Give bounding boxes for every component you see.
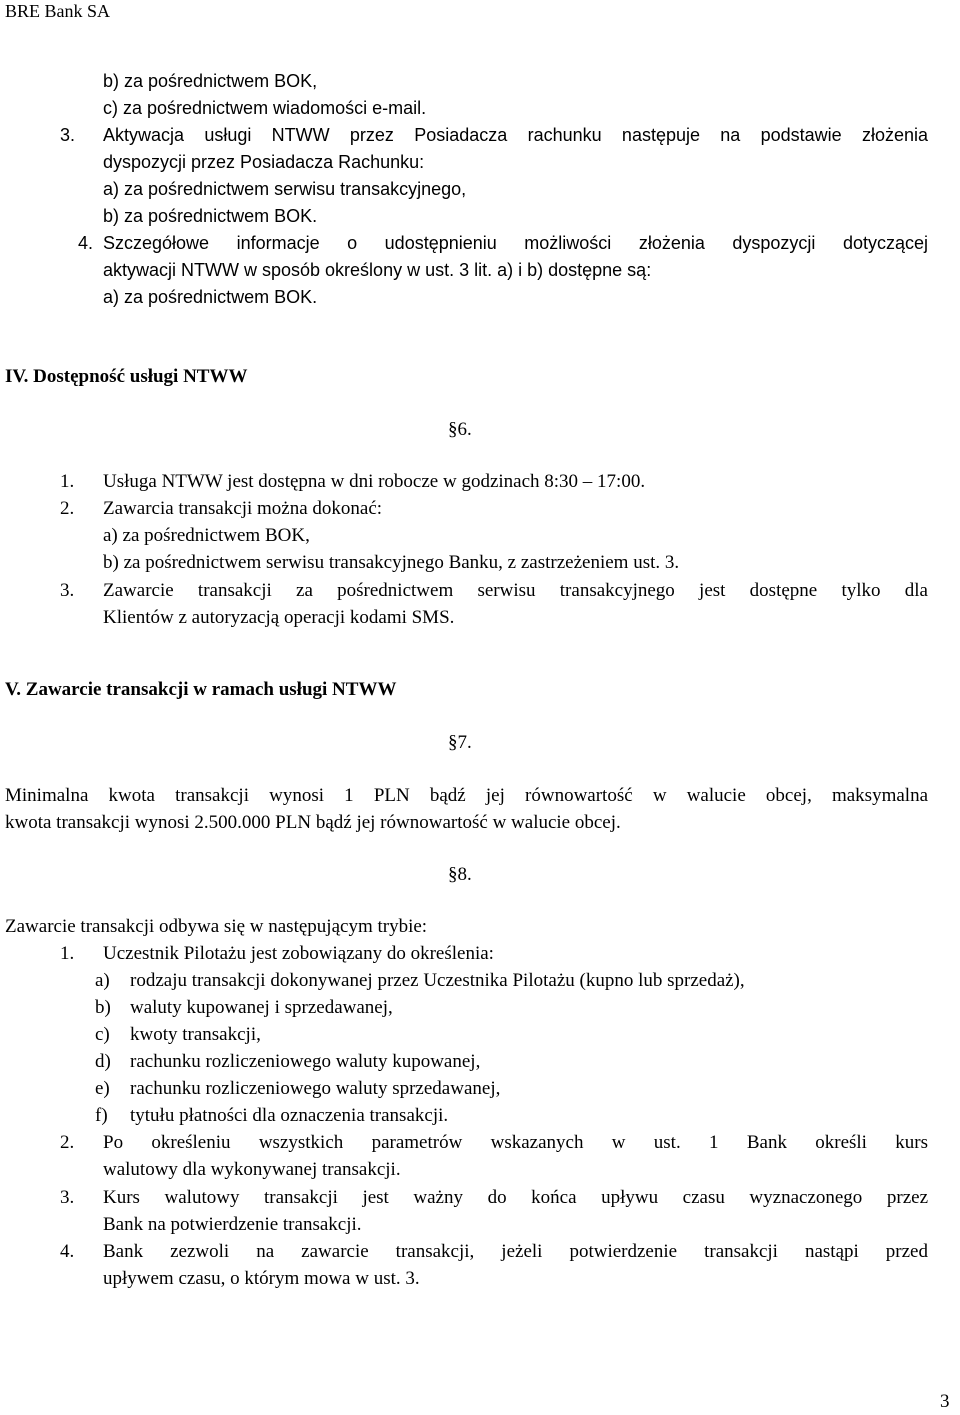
paragraph-line: Zawarcie transakcji odbywa się w następującym trybie:: [5, 916, 428, 937]
item-number: 2.: [60, 1132, 75, 1153]
list-item: b) za pośrednictwem BOK,: [103, 71, 318, 91]
section-heading: IV. Dostępność usługi NTWW: [5, 366, 248, 387]
sub-item-text: rachunku rozliczeniowego waluty kupowanej,: [130, 1051, 481, 1072]
item-number: 4.: [78, 233, 94, 253]
paragraph-line: Zawarcia transakcji można dokonać:: [103, 498, 383, 519]
paragraph-line: Klientów z autoryzacją operacji kodami SMS.: [103, 607, 455, 628]
sub-item-letter: f): [95, 1105, 108, 1126]
sub-item-letter: b): [95, 997, 111, 1018]
sub-item-letter: e): [95, 1078, 110, 1099]
paragraph-mark: §8.: [448, 864, 472, 885]
paragraph-line: dyspozycji przez Posiadacza Rachunku:: [103, 152, 425, 172]
paragraph-line: kwota transakcji wynosi 2.500.000 PLN bądź jej równowartość w walucie obcej.: [5, 812, 621, 833]
paragraph-line: Zawarcie transakcji za pośrednictwem serwisu transakcyjnego jest dostępne tylko dla: [103, 580, 928, 601]
paragraph-line: upływem czasu, o którym mowa w ust. 3.: [103, 1268, 420, 1289]
sub-item-letter: a): [95, 970, 110, 991]
paragraph-line: Kurs walutowy transakcji jest ważny do końca upływu czasu wyznaczonego przez: [103, 1187, 928, 1208]
list-item: c) za pośrednictwem wiadomości e-mail.: [103, 98, 427, 118]
paragraph-line: Aktywacja usługi NTWW przez Posiadacza rachunku następuje na podstawie złożenia: [103, 125, 928, 145]
list-item: b) za pośrednictwem serwisu transakcyjnego Banku, z zastrzeżeniem ust. 3.: [103, 552, 680, 573]
paragraph-mark: §7.: [448, 732, 472, 753]
item-number: 3.: [60, 125, 76, 145]
sub-item-text: rachunku rozliczeniowego waluty sprzedawanej,: [130, 1078, 501, 1099]
paragraph-line: Po określeniu wszystkich parametrów wskazanych w ust. 1 Bank określi kurs: [103, 1132, 928, 1153]
item-number: 2.: [60, 498, 75, 519]
sub-item-text: tytułu płatności dla oznaczenia transakcji.: [130, 1105, 449, 1126]
paragraph-mark: §6.: [448, 419, 472, 440]
paragraph-line: aktywacji NTWW w sposób określony w ust. 3 lit. a) i b) dostępne są:: [103, 260, 652, 280]
paragraph-line: Usługa NTWW jest dostępna w dni robocze w godzinach 8:30 – 17:00.: [103, 471, 646, 492]
list-item: a) za pośrednictwem BOK,: [103, 525, 310, 546]
sub-item-text: kwoty transakcji,: [130, 1024, 261, 1045]
item-number: 3.: [60, 1187, 75, 1208]
sub-item-letter: c): [95, 1024, 110, 1045]
item-number: 1.: [60, 943, 75, 964]
page-number: 3: [940, 1391, 950, 1412]
item-number: 3.: [60, 580, 75, 601]
sub-item-letter: d): [95, 1051, 111, 1072]
list-item: a) za pośrednictwem serwisu transakcyjnego,: [103, 179, 467, 199]
paragraph-line: Uczestnik Pilotażu jest zobowiązany do określenia:: [103, 943, 494, 964]
sub-item-text: rodzaju transakcji dokonywanej przez Uczestnika Pilotażu (kupno lub sprzedaż),: [130, 970, 745, 991]
list-item: b) za pośrednictwem BOK.: [103, 206, 318, 226]
item-number: 1.: [60, 471, 75, 492]
item-number: 4.: [60, 1241, 75, 1262]
sub-item-text: waluty kupowanej i sprzedawanej,: [130, 997, 393, 1018]
list-item: a) za pośrednictwem BOK.: [103, 287, 318, 307]
section-heading: V. Zawarcie transakcji w ramach usługi NTWW: [5, 679, 397, 700]
paragraph-line: Bank zezwoli na zawarcie transakcji, jeżeli potwierdzenie transakcji nastąpi przed: [103, 1241, 928, 1262]
paragraph-line: Szczegółowe informacje o udostępnieniu możliwości złożenia dyspozycji dotyczącej: [103, 233, 928, 253]
page-header: BRE Bank SA: [5, 1, 111, 21]
paragraph-line: Bank na potwierdzenie transakcji.: [103, 1214, 362, 1235]
paragraph-line: Minimalna kwota transakcji wynosi 1 PLN bądź jej równowartość w walucie obcej, maksymalna: [5, 785, 928, 806]
paragraph-line: walutowy dla wykonywanej transakcji.: [103, 1159, 401, 1180]
